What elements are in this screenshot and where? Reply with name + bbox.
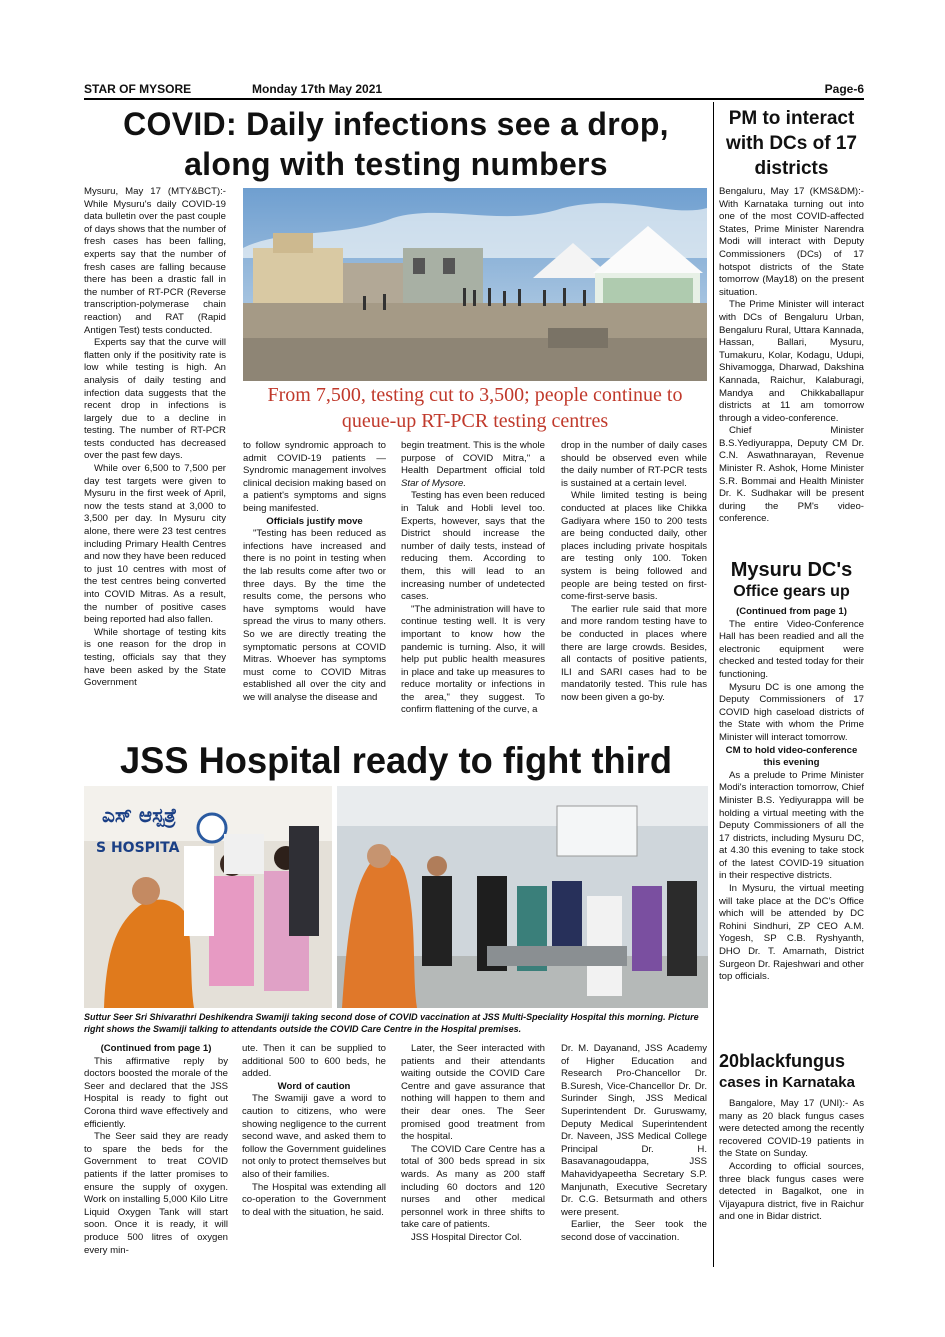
care-centre-photo (337, 786, 708, 1008)
paragraph: Earlier, the Seer took the second dose of vaccination. (561, 1219, 707, 1243)
dc-story-body (719, 606, 864, 1046)
issue-date: Monday 17th May 2021 (252, 82, 383, 96)
paragraph: The Swamiji gave a word to caution to citizens, who were showing negligence to the current second wave, and asked them to follow the Government guidelines not only to protect themselves but also of their families. (242, 1093, 386, 1180)
subheading: Officials justify move (266, 515, 363, 527)
paragraph: Experts say that the curve will flatten only if the positivity rate is low while testing is high. An analysis of daily testing and infection data suggests that the recent drop in infections is largely due to a decline in testing. The number of RT-PCR tests conducted has decreased over the past few days. (84, 337, 226, 462)
paragraph: The COVID Care Centre has a total of 300 beds spread in six wards. As many as 200 staff including 60 doctors and 120 nurses and other medical personnel work in three shifts to take care of patients. (401, 1143, 545, 1231)
testing-centre-illustration (243, 188, 707, 381)
care-centre-illustration (337, 786, 708, 1008)
jss-column-2 (242, 1043, 386, 1273)
vaccination-illustration (84, 786, 332, 1008)
jss-column-1 (84, 1043, 228, 1273)
hospital-sign-kannada: ಎಸ್ ಆಸ್ಪತ್ರೆ (102, 803, 177, 827)
paragraph: to follow syndromic approach to admit COVID-19 patients — Syndromic management involves clinical decision making based on a patient's symptoms and signs being manifested. (243, 440, 386, 514)
paragraph: The earlier rule said that more and more random testing have to be conducted in places where there are large crowds. Besides, all contacts of positive patients, ILI and SARI cases had to be mandatorily tested. This rule has now been given a go-by. (561, 603, 707, 703)
paragraph: While shortage of testing kits is one reason for the drop in testing, officials say that they have been asked by the State Government (84, 626, 226, 689)
dc-headline: Mysuru DC's (730, 559, 853, 581)
newspaper-name: STAR OF MYSORE (84, 82, 192, 96)
paragraph: Testing has even been reduced in Taluk and Hobli level too. Experts, however, says that the District should increase the number of daily tests, instead of reducing them. According to them, this will lead to an increasing number of undetected cases. (401, 490, 545, 603)
jss-column-3 (401, 1043, 545, 1273)
main-story-column-4 (561, 440, 707, 734)
fungus-headline: 20blackfungus (719, 1051, 846, 1071)
paragraph: Bengaluru, May 17 (KMS&DM):- With Karnataka turning out into one of the most COVID-affected States, Prime Minister Narendra Modi will interact with Deputy Commissioners (DCs) of 17 hotspot districts of the State tomorrow (May18) on the present situation. (719, 186, 864, 298)
paragraph: Chief Minister B.S.Yediyurappa, Deputy CM Dr. C.N. Aswathnarayan, Revenue Minister R. Ashok, Home Minister S.R. Bommai and Health Minister Dr. K. Sudhakar will be present during the PM's video-conference. (719, 425, 864, 525)
paragraph (401, 440, 545, 490)
paragraph: Later, the Seer interacted with patients and their attendants waiting outside the COVID Care Centre and gave assurance that nothing will happen to them and their dear ones. The Seer promised good treatment from the hospital. (401, 1043, 545, 1143)
main-story-column-1 (84, 186, 226, 734)
paragraph: While limited testing is being conducted at places like Chikka Gadiyara where 150 to 200 tests are being conducted daily, other places including private hospitals are testing only 100. Token system is being followed and people are being tested on first-come-first-serve basis. (561, 490, 707, 603)
paragraph: ute. Then it can be supplied to additional 500 to 600 beds, he added. (242, 1043, 386, 1080)
hospital-sign-english: S HOSPITA (96, 840, 180, 856)
paragraph: While over 6,500 to 7,500 per day test targets were given to Mysuru in the first week of April, now the tests stand at 3,000 to 3,500 per day. In Mysuru city alone, there were 23 test centres including Primary Health Centres and now they have been reduced to just 10 centres with most of the test centres being converted into COVID Mitras. As a result, the number of positive cases being reported had also fallen. (84, 463, 226, 626)
subheading: CM to hold video-conference this evening (725, 744, 858, 769)
page-header (84, 80, 864, 100)
paragraph: As a prelude to Prime Minister Modi's interaction tomorrow, Chief Minister B.S. Yediyurappa will be holding a virtual meeting with the Deputy Commissioners of all the 17 districts, including Mysuru DC, at 4.30 this evening to take stock of the latest COVID-19 situation in their respective districts. (719, 769, 864, 882)
dc-subheadline: Office gears up (733, 583, 850, 600)
paragraph: This affirmative reply by doctors boosted the morale of the Seer and declared that the JSS Hospital is ready to fight out Corona third wave effectively and efficiently. (84, 1055, 228, 1130)
paragraph: The Hospital was extending all co-operation to the Government to deal with the situation, he said. (242, 1181, 386, 1218)
paragraph: The entire Video-Conference Hall has been readied and all the electronic equipment were checked and tested today for their functioning. (719, 618, 864, 680)
testing-photo-caption: From 7,500, testing cut to 3,500; people continue to queue-up RT-PCR testing centres (267, 384, 683, 432)
continued-label: (Continued from page 1) (736, 606, 847, 617)
jss-headline: JSS Hospital ready to fight third (119, 740, 673, 781)
paragraph-text: begin treatment. This is the whole purpose of COVID Mitra," a Health Department official told (401, 440, 545, 477)
paragraph: Mysuru, May 17 (MTY&BCT):- While Mysuru's daily COVID-19 data bulletin over the past couple of days shows that the number of fresh cases has been falling, experts say that the number of fresh cases are falling because there has been a drastic fall in the number of RT-PCR (Reverse transcription-polymerase chain reaction) and RAT (Rapid Antigen Test) tests conducted. (84, 186, 226, 336)
vaccination-photo (84, 786, 332, 1008)
main-story-column-3 (401, 440, 545, 734)
publication-name: Star of Mysore. (401, 477, 467, 489)
paragraph: According to official sources, three black fungus cases were detected in Bagalkot, one in Vijayapura district, five in Raichur and one in Bidar district. (719, 1160, 864, 1223)
fungus-story-body (719, 1098, 864, 1270)
paragraph: The Seer said they are ready to spare the beds for the Government to treat COVID patients if the latter promises to ensure the supply of oxygen. Work on installing 5,000 Kilo Litre Liquid Oxygen Tank will start soon. Once it is ready, it will produce 500 litres of oxygen every min- (84, 1131, 228, 1256)
main-headline: COVID: Daily infections see a drop, along with testing numbers (123, 106, 669, 182)
pm-story-body (719, 186, 864, 552)
paragraph: Bangalore, May 17 (UNI):- As many as 20 black fungus cases were detected among the recently recovered COVID-19 patients in the State on Sunday. (719, 1098, 864, 1160)
jss-photo-caption: Suttur Seer Sri Shivarathri Deshikendra Swamiji taking second dose of COVID vaccination at JSS Multi-Speciality Hospital this morning. Picture right shows the Swamiji talking to attendants outside the COVID Care Centre in the Hospital premises. (84, 1012, 699, 1034)
subheading: Word of caution (277, 1080, 351, 1092)
paragraph: "The administration will have to continue testing well. It is very important to know how the pandemic is turning. Also, it will help put public health measures in place and take up measures to reduce mortality or infections in the area," they suggest. To confirm flattening of the curve, a (401, 603, 545, 716)
paragraph: "Testing has been reduced as infections have increased and there is no point in testing when the lab results come after two or three days. By the time the results come, the persons who have symptoms would have spread the virus to many others. So we are directly treating the symptomatic persons at COVID Mitras. Whoever has symptoms must come to COVID Mitras established all over the city and we will analyse the disease and (243, 528, 386, 703)
testing-centre-photo (243, 188, 707, 381)
page-number: Page-6 (824, 82, 864, 96)
pm-headline: PM to interact with DCs of 17 districts (726, 108, 857, 179)
paragraph: The Prime Minister will interact with DCs of Bengaluru Urban, Bengaluru Rural, Uttara Kannada, Hassan, Ballari, Mysuru, Tumakuru, Kolar, Kodagu, Udupi, Shivamogga, Dharwad, Dakshina Kannada, Raichur, Kalaburagi, Mandya and Chikkaballapur districts at 11 am tomorrow through a video-conference. (719, 299, 864, 424)
jss-column-4 (561, 1043, 707, 1273)
paragraph: Dr. M. Dayanand, JSS Academy of Higher Education and Research Pro-Chancellor Dr. B.Suresh, Vice-Chancellor Dr. Dr. Surinder Singh, JSS Medical Superintendent Dr. Guruswamy, Deputy Medical Superintendent Dr. Naveen, JSS Medical College Principal Dr. H. Basavanagoudappa, JSS Mahavidyapeetha Secretary S.P. Manjunath, Executive Secretary Dr. C.G. Betsurmath and others were present. (561, 1043, 707, 1218)
paragraph: JSS Hospital Director Col. (411, 1231, 522, 1243)
column-divider (713, 102, 714, 1267)
paragraph: drop in the number of daily cases should be observed even while the daily number of RT-PCR tests is sustained at a certain level. (561, 440, 707, 489)
paragraph: Mysuru DC is one among the Deputy Commissioners of 17 COVID high caseload districts of the State with whom the Prime Minister will interact tomorrow. (719, 681, 864, 743)
fungus-subheadline: cases in Karnataka (719, 1074, 855, 1091)
main-story-column-2 (243, 440, 386, 734)
paragraph: In Mysuru, the virtual meeting will take place at the DC's Office which will be attended by DC Rohini Sindhuri, ZP CEO A.M. Yogesh, SP C.B. Ryshyanth, DHO Dr. T. Amarnath, District Surgeon Dr. Rajeshwari and other top officials. (719, 883, 864, 983)
continued-label: (Continued from page 1) (100, 1043, 212, 1054)
